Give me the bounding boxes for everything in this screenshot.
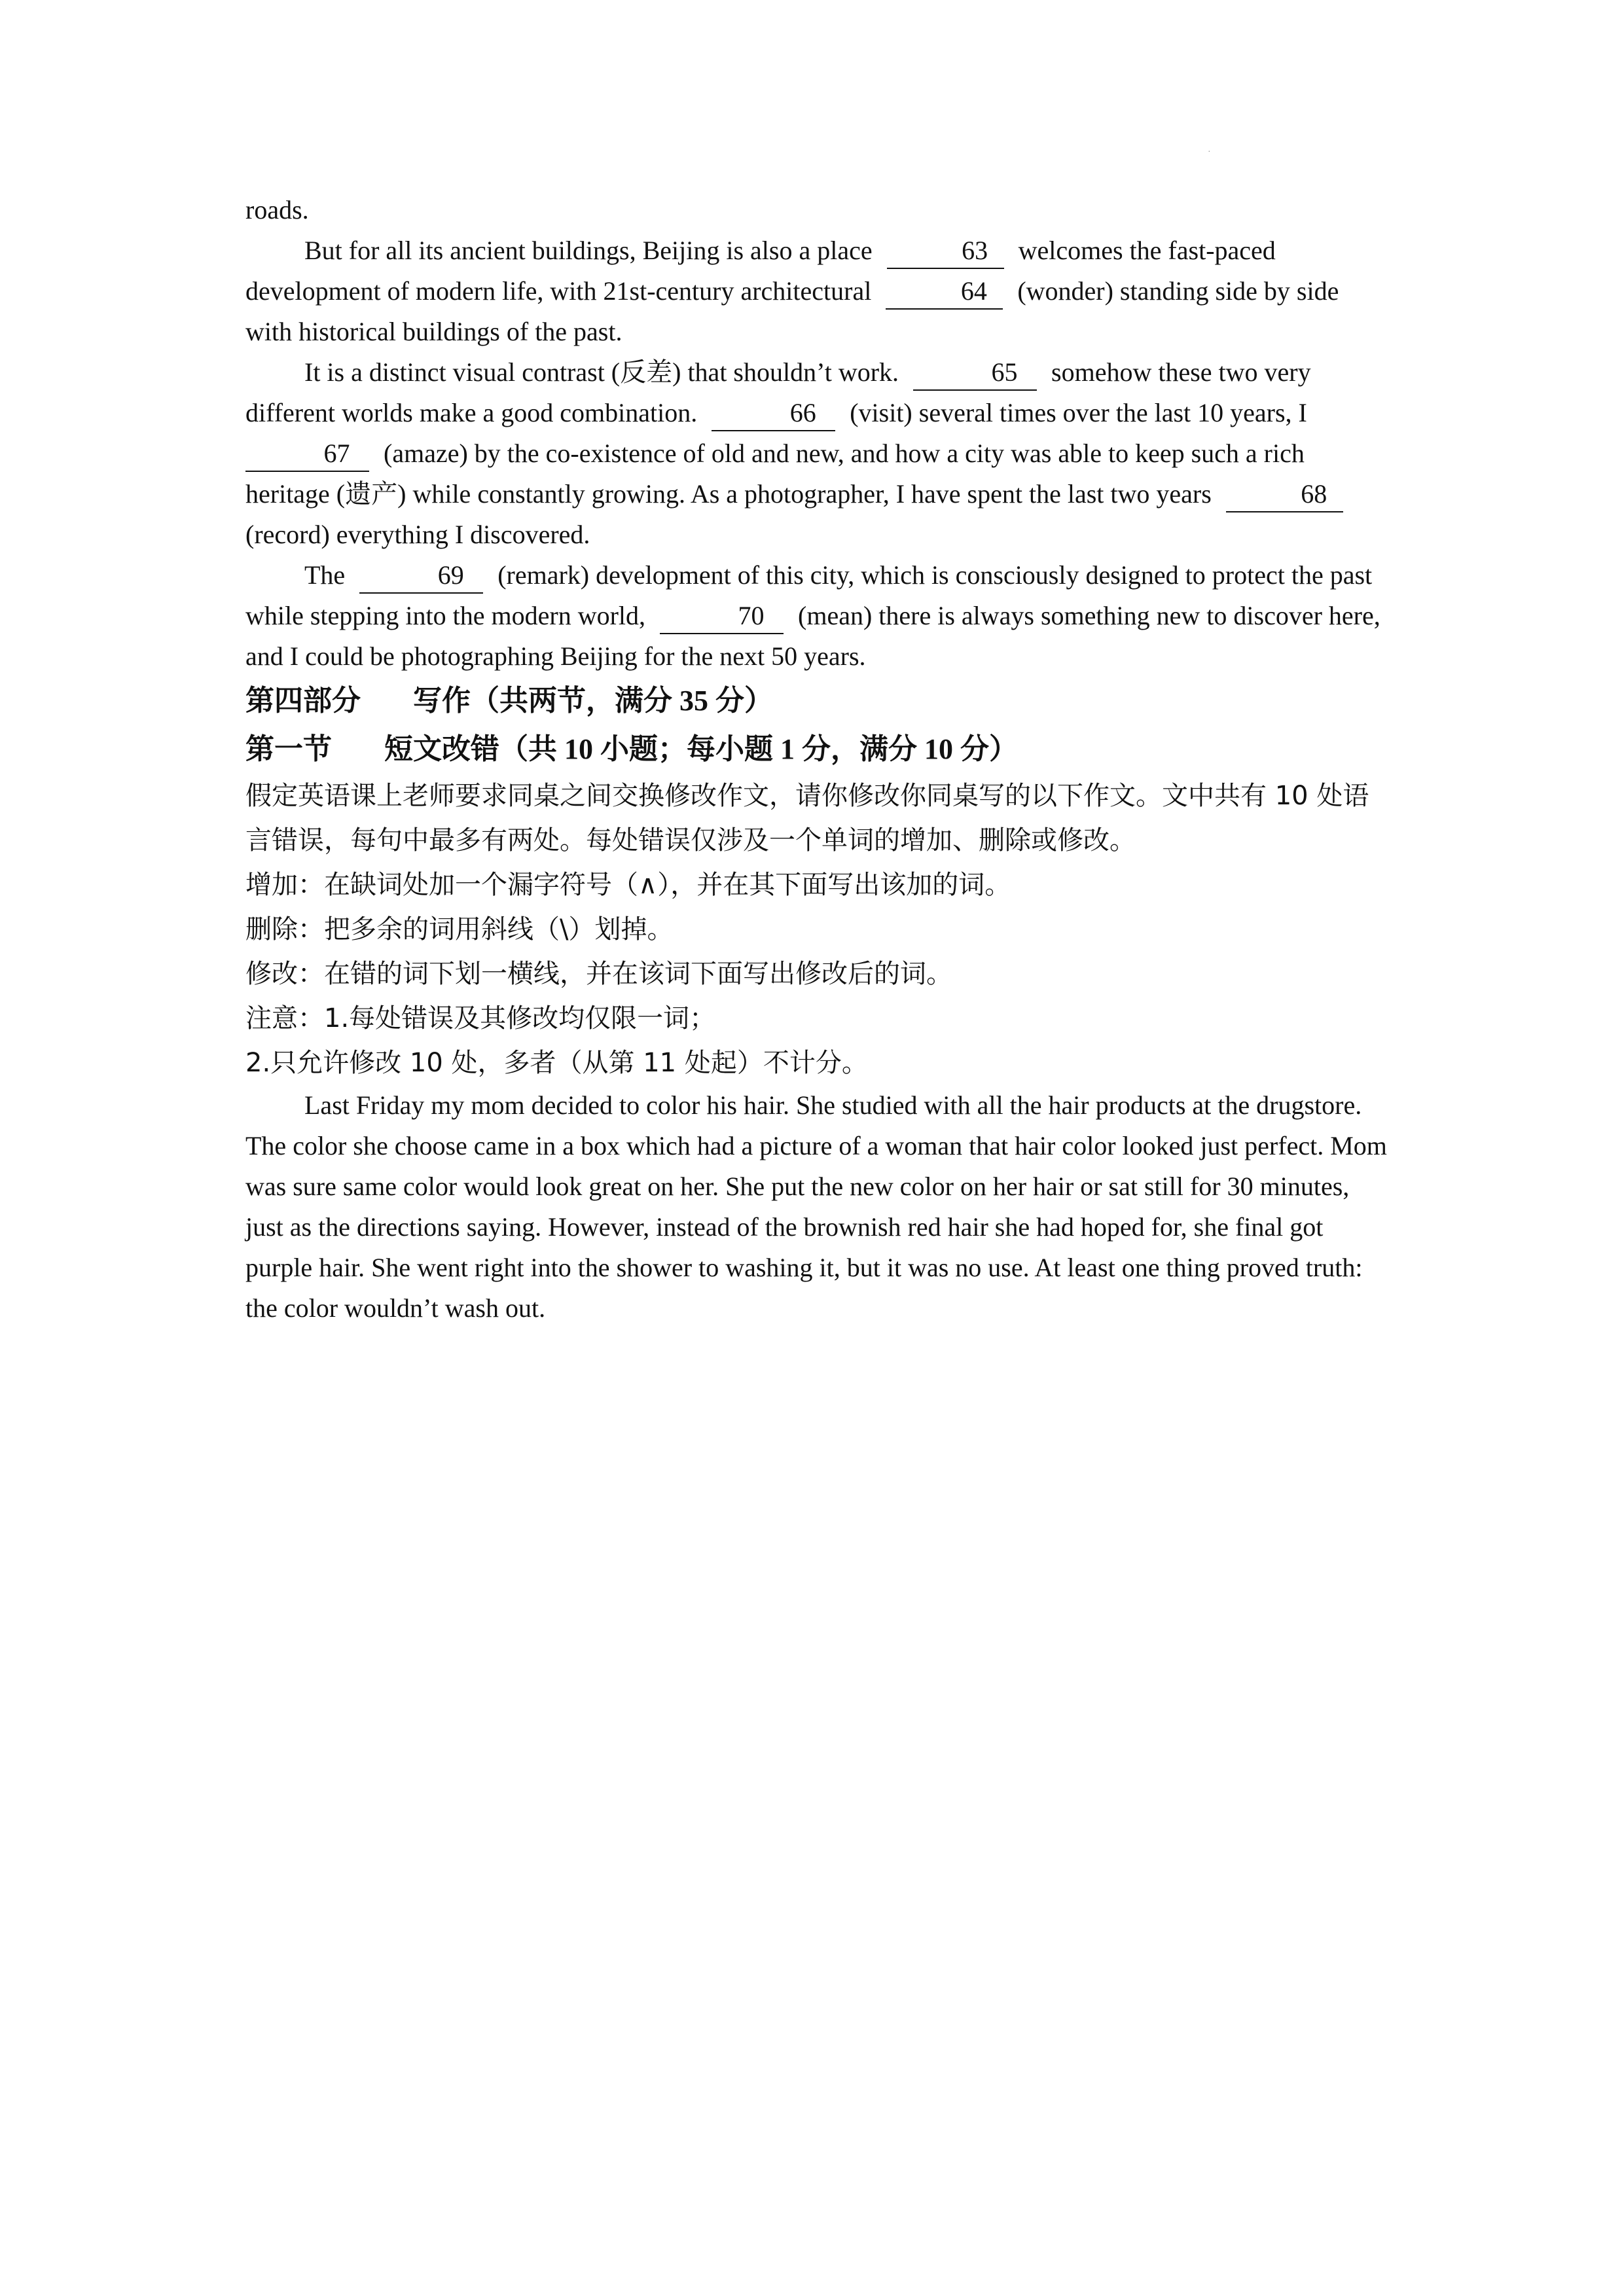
- blank-67: 67: [245, 437, 369, 472]
- section-four-label: 第四部分: [245, 685, 361, 717]
- section-one-label: 第一节: [245, 733, 332, 765]
- section-one-title: 短文改错（共 10 小题；每小题 1 分，满分 10 分）: [384, 733, 1018, 765]
- paragraph-65-68: [245, 352, 1388, 555]
- section-four-heading: [245, 677, 1388, 725]
- text: (remark) development of this city, which is consciously designed to protect the past while stepping into the modern world,: [245, 560, 1373, 630]
- exam-page: [245, 190, 1388, 1329]
- text: welcomes the fast-paced development of modern life, with 21st-century architectural: [245, 236, 1276, 306]
- text: But for all its ancient buildings, Beijing is also a place: [304, 236, 873, 265]
- text: The: [304, 560, 346, 590]
- blank-69: 69: [359, 558, 483, 594]
- blank-64: 64: [886, 274, 1003, 310]
- instruction-delete: 删除：把多余的词用斜线（\）划掉。: [245, 914, 674, 944]
- correction-passage: Last Friday my mom decided to color his hair. She studied with all the hair products at the drugstore. The color she choose came in a box which had a picture of a woman that hair color looked just perfect. Mom was sure same color would look great on her. She put the new color on her hair or sat still for 30 minutes, just as the directions saying. However, instead of the brownish red hair she had hoped for, she final got purple hair. She went right into the shower to washing it, but it was no use. At least one thing proved truth: the color wouldn’t wash out.: [245, 1090, 1387, 1323]
- instruction-note-2: 2.只允许修改 10 处，多者（从第 11 处起）不计分。: [245, 1048, 868, 1078]
- instruction-intro: 假定英语课上老师要求同桌之间交换修改作文，请你修改你同桌写的以下作文。文中共有 10 处语言错误，每句中最多有两处。每处错误仅涉及一个单词的增加、删除或修改。: [245, 781, 1369, 855]
- section-four-title: 写作（共两节，满分 35 分）: [413, 685, 773, 717]
- text: (wonder) standing side by side with historical buildings of the past.: [245, 276, 1339, 346]
- text: (mean) there is always something new to discover here, and I could be photographing Beijing for the next 50 years.: [245, 601, 1380, 671]
- text: (amaze) by the co-existence of old and new, and how a city was able to keep such a rich heritage (遗产) while constantly growing. As a photographer, I have spent the last two years: [245, 439, 1305, 509]
- paragraph-69-70: [245, 555, 1388, 677]
- page-mark: ·: [1208, 147, 1211, 157]
- blank-70: 70: [660, 599, 784, 634]
- blank-63: 63: [887, 234, 1004, 269]
- instruction-note-1: 注意：1.每处错误及其修改均仅限一词；: [245, 1003, 716, 1033]
- instruction-modify: 修改：在错的词下划一横线，并在该词下面写出修改后的词。: [245, 959, 952, 989]
- text: (visit) several times over the last 10 years, I: [850, 398, 1307, 427]
- text: somehow these two very different worlds make a good combination.: [245, 357, 1311, 427]
- blank-68: 68: [1226, 477, 1343, 512]
- text: (record) everything I discovered.: [245, 520, 590, 549]
- paragraph-63-64: [245, 230, 1388, 352]
- paragraph-roads-tail: roads.: [245, 195, 309, 224]
- blank-66: 66: [712, 396, 835, 431]
- text: It is a distinct visual contrast (反差) that shouldn’t work.: [304, 357, 899, 387]
- instruction-add: 增加：在缺词处加一个漏字符号（∧），并在其下面写出该加的词。: [245, 870, 1011, 900]
- blank-65: 65: [913, 355, 1037, 391]
- section-one-heading: [245, 725, 1388, 774]
